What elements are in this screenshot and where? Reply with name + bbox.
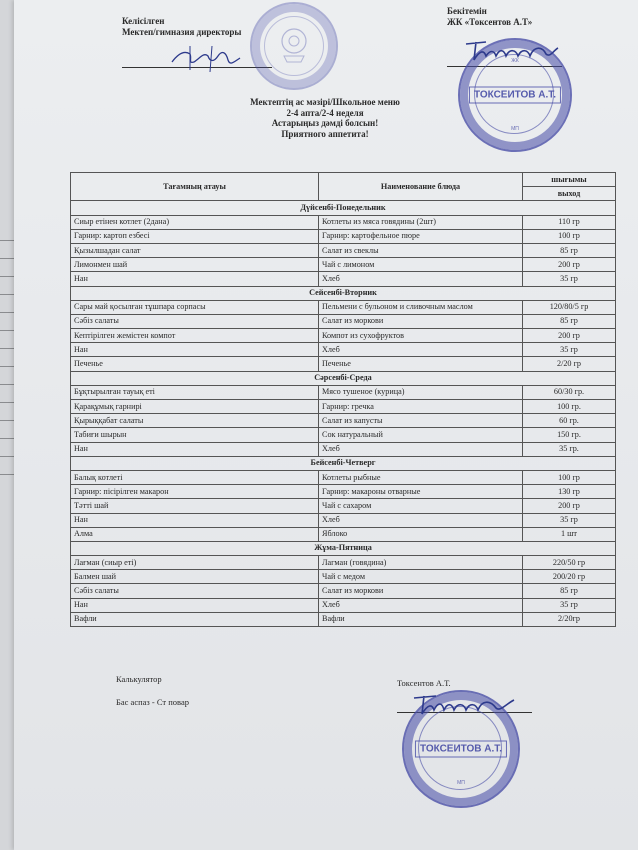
dish-name-ru: Лагман (говядина) bbox=[319, 556, 523, 570]
dish-name-ru: Яблоко bbox=[319, 527, 523, 541]
menu-item-row bbox=[71, 300, 616, 314]
dish-name-ru: Чай с сахаром bbox=[319, 499, 523, 513]
menu-item-row bbox=[71, 499, 616, 513]
menu-title bbox=[195, 97, 455, 139]
dish-output: 110 гр bbox=[523, 215, 616, 229]
dish-name-kz: Кептірілген жемістен компот bbox=[71, 329, 319, 343]
header-kz-name: Тағамның атауы bbox=[71, 173, 319, 201]
dish-name-kz: Сәбіз салаты bbox=[71, 314, 319, 328]
dish-name-ru: Хлеб bbox=[319, 272, 523, 286]
title-line-1: Мектептің ас мәзірі/Школьное меню bbox=[250, 97, 400, 107]
chef-label: Бас аспаз - Ст повар bbox=[116, 697, 189, 707]
dish-name-ru: Компот из сухофруктов bbox=[319, 329, 523, 343]
signer-signature bbox=[410, 688, 520, 720]
dish-output: 120/80/5 гр bbox=[523, 300, 616, 314]
stamp-mp: МП bbox=[511, 126, 519, 132]
dish-output: 35 гр. bbox=[523, 442, 616, 456]
dish-name-kz: Нан bbox=[71, 272, 319, 286]
dish-output: 200/20 гр bbox=[523, 570, 616, 584]
entrepreneur-signature-top bbox=[462, 36, 562, 66]
dish-name-ru: Гарнир: картофельное пюре bbox=[319, 229, 523, 243]
header-output-ru: выход bbox=[523, 187, 616, 201]
menu-item-row bbox=[71, 215, 616, 229]
dish-output: 35 гр bbox=[523, 513, 616, 527]
title-line-4: Приятного аппетита! bbox=[281, 128, 369, 139]
day-row bbox=[71, 371, 616, 385]
dish-output: 35 гр bbox=[523, 272, 616, 286]
menu-item-row bbox=[71, 272, 616, 286]
approved-label: Келісілген bbox=[122, 16, 165, 26]
dish-name-ru: Котлеты рыбные bbox=[319, 470, 523, 484]
dish-name-kz: Алма bbox=[71, 527, 319, 541]
day-row bbox=[71, 541, 616, 555]
dish-output: 35 гр bbox=[523, 343, 616, 357]
dish-output: 35 гр bbox=[523, 598, 616, 612]
dish-name-kz: Нан bbox=[71, 442, 319, 456]
menu-item-row bbox=[71, 513, 616, 527]
entrepreneur-label: ЖК «Токсентов А.Т» bbox=[447, 17, 533, 27]
dish-output: 150 гр. bbox=[523, 428, 616, 442]
calculator-label: Калькулятор bbox=[116, 674, 162, 684]
header-ru-name: Наименование блюда bbox=[319, 173, 523, 201]
menu-item-row bbox=[71, 243, 616, 257]
dish-name-ru: Котлеты из мяса говядины (2шт) bbox=[319, 215, 523, 229]
menu-item-row bbox=[71, 485, 616, 499]
dish-name-kz: Қызылшадан салат bbox=[71, 243, 319, 257]
dish-output: 200 гр bbox=[523, 329, 616, 343]
dish-name-kz: Гарнир: картоп езбесі bbox=[71, 229, 319, 243]
header-output-kz: шығымы bbox=[523, 173, 616, 187]
dish-output: 200 гр bbox=[523, 258, 616, 272]
menu-item-row bbox=[71, 357, 616, 371]
dish-output: 220/50 гр bbox=[523, 556, 616, 570]
dish-output: 1 шт bbox=[523, 527, 616, 541]
dish-name-ru: Гарнир: макароны отварные bbox=[319, 485, 523, 499]
dish-name-kz: Балмен шай bbox=[71, 570, 319, 584]
dish-name-kz: Сәбіз салаты bbox=[71, 584, 319, 598]
dish-name-kz: Бұқтырылған тауық еті bbox=[71, 385, 319, 399]
approve-label: Бекітемін bbox=[447, 6, 487, 16]
menu-item-row bbox=[71, 414, 616, 428]
stamp-code: ЖК bbox=[511, 58, 519, 64]
title-line-3: Астарыңыз дәмді болсын! bbox=[271, 118, 379, 128]
stamp-mp-bottom: МП bbox=[457, 780, 465, 786]
menu-item-row bbox=[71, 570, 616, 584]
dish-name-kz: Нан bbox=[71, 513, 319, 527]
director-label: Мектеп/гимназия директоры bbox=[122, 27, 242, 37]
dish-output: 85 гр bbox=[523, 243, 616, 257]
dish-name-kz: Нан bbox=[71, 598, 319, 612]
menu-item-row bbox=[71, 229, 616, 243]
dish-name-ru: Пельмени с бульоном и сливочным маслом bbox=[319, 300, 523, 314]
stamp-name: ТОКСЕИТОВ А.Т. bbox=[469, 87, 561, 104]
dish-output: 85 гр bbox=[523, 584, 616, 598]
dish-name-ru: Сок натуральный bbox=[319, 428, 523, 442]
dish-output: 85 гр bbox=[523, 314, 616, 328]
menu-item-row bbox=[71, 556, 616, 570]
dish-output: 100 гр bbox=[523, 470, 616, 484]
dish-output: 60 гр. bbox=[523, 414, 616, 428]
signer-name: Токсентов А.Т. bbox=[397, 678, 451, 688]
menu-table bbox=[70, 172, 616, 627]
menu-item-row bbox=[71, 343, 616, 357]
day-row bbox=[71, 456, 616, 470]
title-line-2: 2-4 апта/2-4 неделя bbox=[286, 107, 364, 118]
menu-item-row bbox=[71, 470, 616, 484]
dish-name-ru: Салат из моркови bbox=[319, 314, 523, 328]
day-row bbox=[71, 201, 616, 215]
dish-name-kz: Балық котлеті bbox=[71, 470, 319, 484]
dish-name-ru: Чай с медом bbox=[319, 570, 523, 584]
day-name: Дүйсенбі-Понедельник bbox=[71, 201, 616, 215]
menu-item-row bbox=[71, 428, 616, 442]
day-name: Бейсенбі-Четверг bbox=[71, 456, 616, 470]
school-seal-stamp bbox=[250, 2, 338, 90]
menu-item-row bbox=[71, 527, 616, 541]
day-name: Сейсенбі-Вторник bbox=[71, 286, 616, 300]
menu-item-row bbox=[71, 329, 616, 343]
dish-name-kz: Лимонмен шай bbox=[71, 258, 319, 272]
dish-output: 60/30 гр. bbox=[523, 385, 616, 399]
dish-name-kz: Нан bbox=[71, 343, 319, 357]
menu-item-row bbox=[71, 584, 616, 598]
menu-item-row bbox=[71, 385, 616, 399]
stamp-name-bottom: ТОКСЕИТОВ А.Т. bbox=[415, 741, 507, 758]
approval-block-right bbox=[447, 6, 532, 28]
day-name: Жұма-Пятница bbox=[71, 541, 616, 555]
dish-output: 130 гр bbox=[523, 485, 616, 499]
menu-item-row bbox=[71, 258, 616, 272]
dish-output: 100 гр. bbox=[523, 400, 616, 414]
dish-name-kz: Тәтті шай bbox=[71, 499, 319, 513]
dish-name-kz: Қырыққабат салаты bbox=[71, 414, 319, 428]
dish-output: 100 гр bbox=[523, 229, 616, 243]
dish-name-ru: Хлеб bbox=[319, 442, 523, 456]
approval-block-left bbox=[122, 16, 241, 38]
dish-name-ru: Гарнир: гречка bbox=[319, 400, 523, 414]
dish-name-kz: Гарнир: пісірілген макарон bbox=[71, 485, 319, 499]
dish-name-ru: Хлеб bbox=[319, 598, 523, 612]
dish-name-ru: Вафли bbox=[319, 612, 523, 626]
day-row bbox=[71, 286, 616, 300]
menu-item-row bbox=[71, 598, 616, 612]
dish-name-ru: Мясо тушеное (курица) bbox=[319, 385, 523, 399]
dish-name-ru: Хлеб bbox=[319, 343, 523, 357]
dish-name-ru: Печенье bbox=[319, 357, 523, 371]
menu-body bbox=[71, 201, 616, 627]
dish-name-ru: Чай с лимоном bbox=[319, 258, 523, 272]
menu-item-row bbox=[71, 442, 616, 456]
menu-item-row bbox=[71, 314, 616, 328]
menu-item-row bbox=[71, 612, 616, 626]
director-signature bbox=[168, 40, 248, 76]
dish-name-kz: Сиыр етінен котлет (2дана) bbox=[71, 215, 319, 229]
dish-name-kz: Қарақұмық гарнирі bbox=[71, 400, 319, 414]
dish-name-ru: Салат из капусты bbox=[319, 414, 523, 428]
dish-name-kz: Сары май қосылған тұшпара сорпасы bbox=[71, 300, 319, 314]
dish-name-kz: Табиғи шырын bbox=[71, 428, 319, 442]
dish-name-kz: Вафли bbox=[71, 612, 319, 626]
dish-output: 2/20 гр bbox=[523, 357, 616, 371]
dish-output: 2/20гр bbox=[523, 612, 616, 626]
dish-name-ru: Хлеб bbox=[319, 513, 523, 527]
dish-name-kz: Лағман (сиыр еті) bbox=[71, 556, 319, 570]
dish-output: 200 гр bbox=[523, 499, 616, 513]
dish-name-ru: Салат из свеклы bbox=[319, 243, 523, 257]
dish-name-kz: Печенье bbox=[71, 357, 319, 371]
dish-name-ru: Салат из моркови bbox=[319, 584, 523, 598]
menu-item-row bbox=[71, 400, 616, 414]
day-name: Сәрсенбі-Среда bbox=[71, 371, 616, 385]
